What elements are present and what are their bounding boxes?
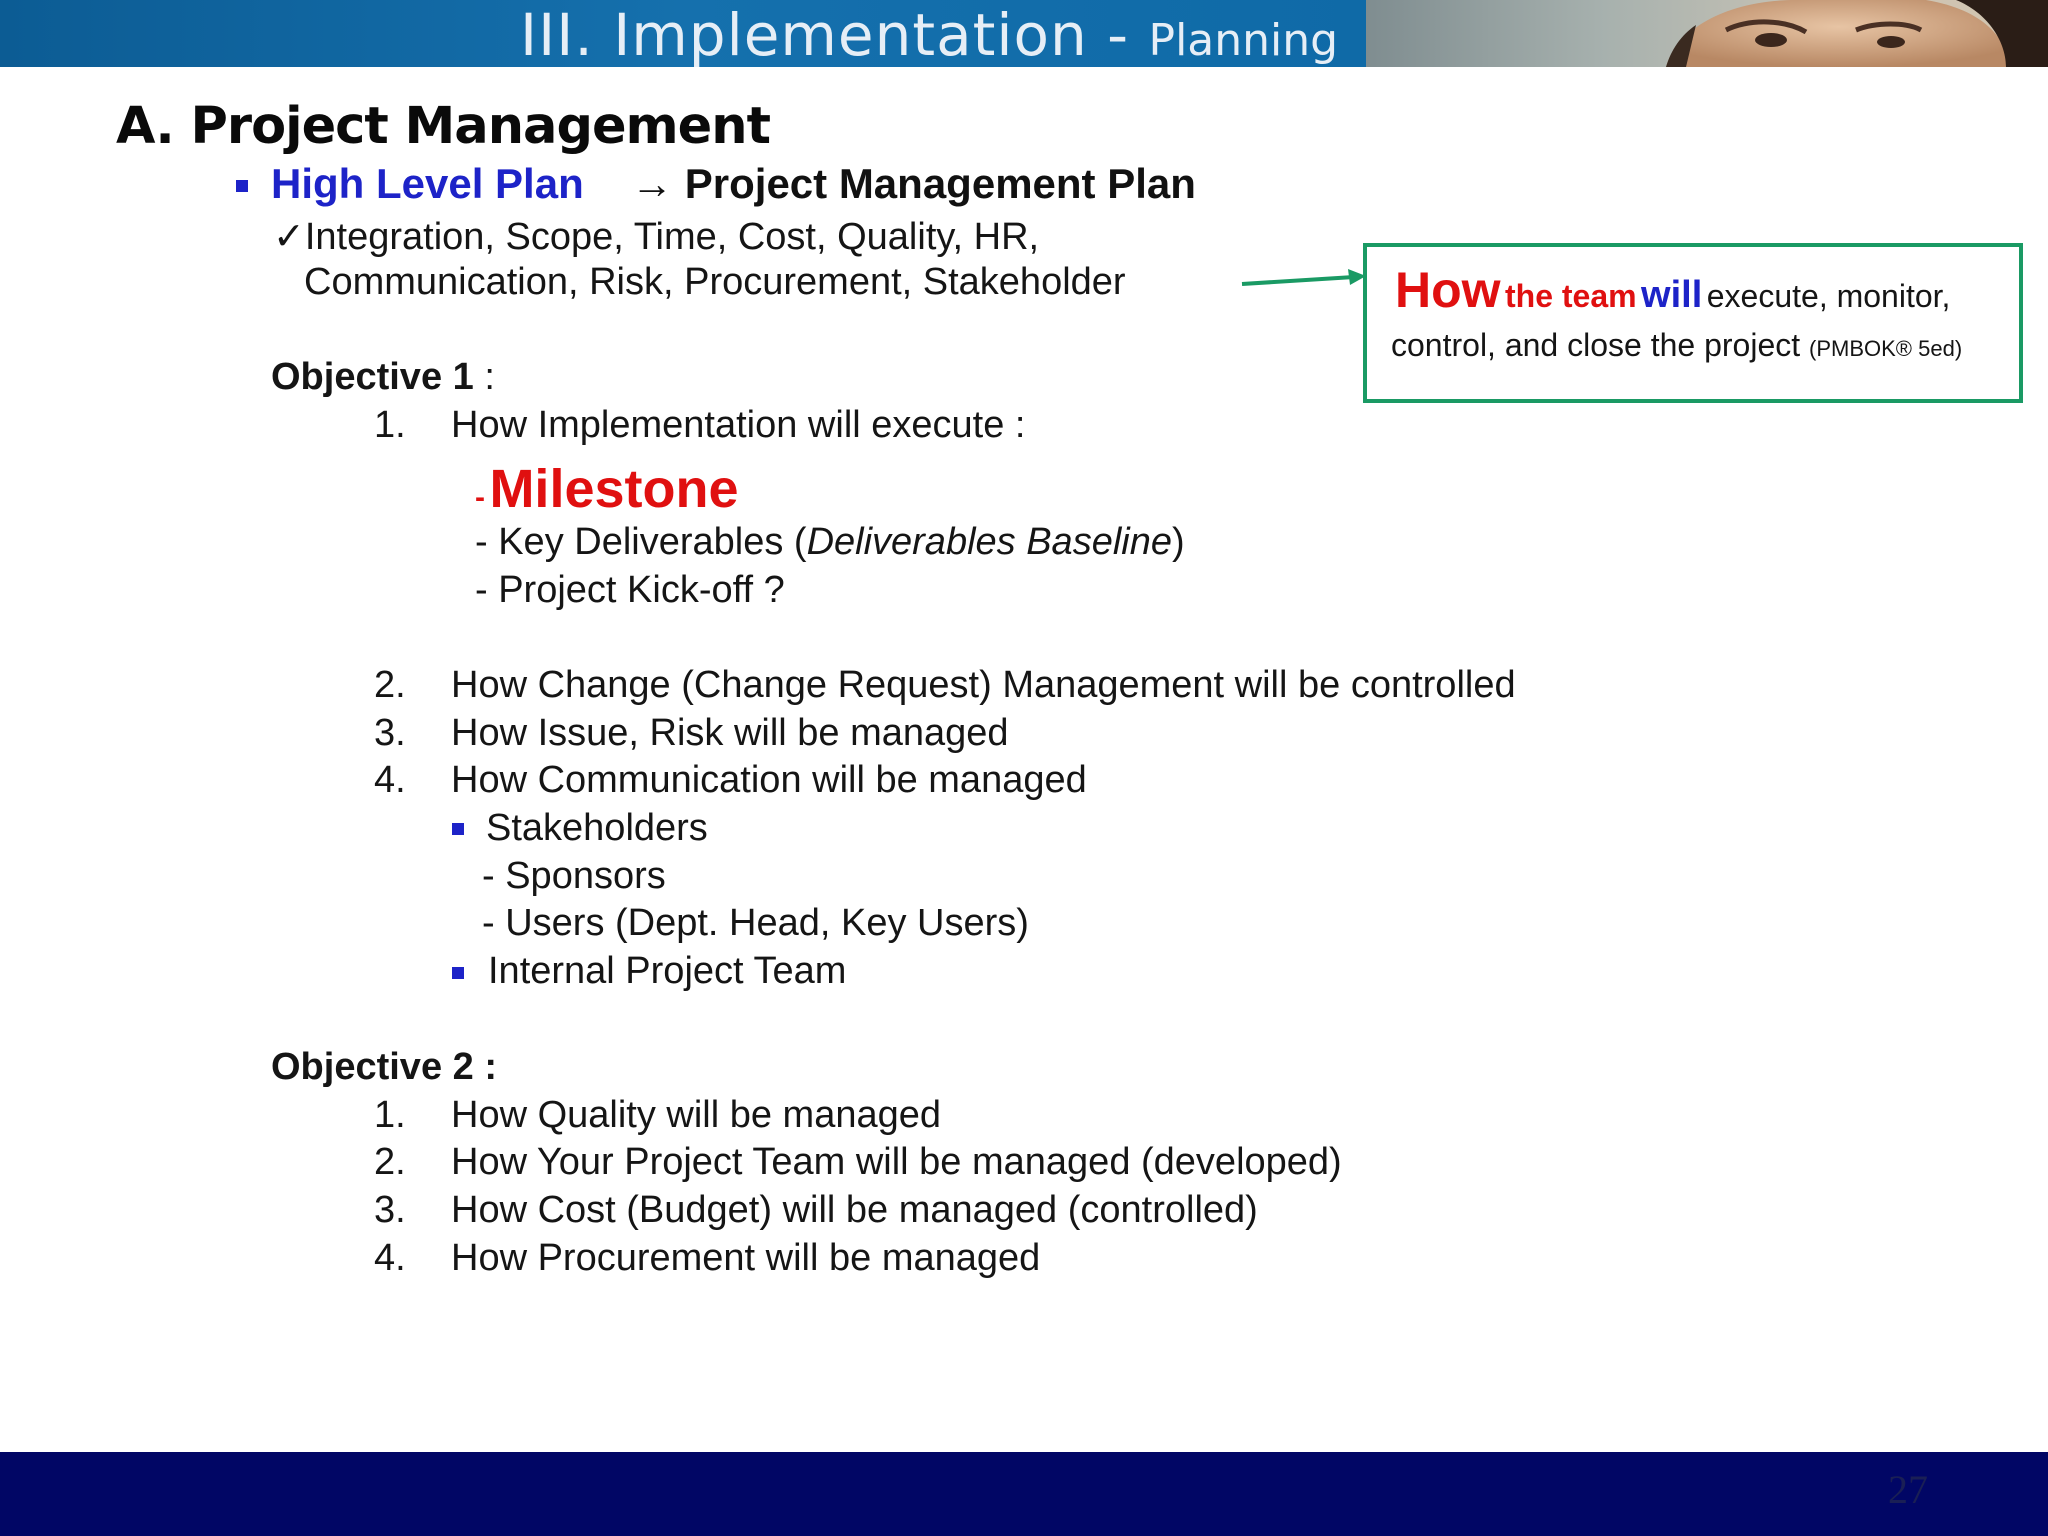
- bullet-square-icon: [452, 967, 464, 979]
- key-deliverables-line: [475, 521, 1185, 564]
- woman-face-photo: [1366, 0, 2048, 67]
- objective-1-heading: [271, 356, 495, 399]
- bullet-square-icon: [236, 180, 248, 192]
- callout-rest-1: execute, monitor,: [1706, 278, 1951, 314]
- section-title: A. Project Management: [116, 97, 770, 156]
- milestone-label: Milestone: [489, 459, 739, 519]
- objective-1-item-2-number: 2.: [374, 664, 406, 706]
- footer-bar: [0, 1452, 2048, 1536]
- users-line: - Users (Dept. Head, Key Users): [482, 902, 1029, 944]
- knowledge-areas-text-1: Integration, Scope, Time, Cost, Quality, HR,: [304, 216, 1040, 258]
- key-deliverables-suffix: ): [1171, 521, 1185, 563]
- objective-2-item-2-number: 2.: [374, 1141, 406, 1183]
- callout-will: will: [1641, 274, 1703, 316]
- objective-2-item-1-number: 1.: [374, 1094, 406, 1136]
- objective-1-item-1-text: How Implementation will execute :: [451, 404, 1026, 446]
- objective-2-item-3-number: 3.: [374, 1189, 406, 1231]
- plan-line: [271, 160, 1196, 208]
- arrow-right-icon: →: [631, 160, 674, 207]
- objective-1-item-3-text: How Issue, Risk will be managed: [451, 712, 1009, 754]
- slide-title: [520, 2, 1338, 68]
- callout-line-1: [1395, 261, 1950, 319]
- objective-2-item-1-text: How Quality will be managed: [451, 1094, 942, 1136]
- milestone-dash: -: [475, 481, 485, 514]
- callout-line-2: [1391, 327, 1962, 364]
- slide-title-sub: Planning: [1148, 15, 1339, 66]
- callout-text-2: control, and close the project: [1391, 327, 1801, 363]
- callout-source: (PMBOK® 5ed): [1809, 336, 1963, 361]
- objective-1-item-4-text: How Communication will be managed: [451, 759, 1087, 801]
- high-level-plan-label: High Level Plan: [271, 160, 584, 207]
- objective-2-item-4-text: How Procurement will be managed: [451, 1237, 1041, 1279]
- bullet-square-icon: [452, 823, 464, 835]
- project-management-plan-label: Project Management Plan: [684, 160, 1196, 207]
- checkmark-icon: ✓: [273, 216, 305, 258]
- objective-2-item-4-number: 4.: [374, 1237, 406, 1279]
- project-kickoff-line: - Project Kick-off ?: [475, 569, 785, 611]
- callout-the-team: the team: [1505, 278, 1637, 314]
- knowledge-areas-line-2: Communication, Risk, Procurement, Stakeholder: [304, 261, 1126, 303]
- internal-project-team-label: Internal Project Team: [488, 950, 847, 992]
- objective-1-item-1-number: 1.: [374, 404, 406, 446]
- deliverables-baseline: Deliverables Baseline: [806, 521, 1172, 563]
- objective-1-label: Objective 1: [271, 356, 474, 398]
- objective-2-item-3-text: How Cost (Budget) will be managed (controlled): [451, 1189, 1258, 1231]
- objective-1-item-3-number: 3.: [374, 712, 406, 754]
- objective-1-item-2-text: How Change (Change Request) Management will be controlled: [451, 664, 1516, 706]
- knowledge-areas-line-1: [273, 214, 1039, 259]
- objective-1-colon: :: [473, 356, 495, 398]
- objective-1-item-4-number: 4.: [374, 759, 406, 801]
- objective-2-heading: Objective 2 :: [271, 1046, 497, 1088]
- milestone-line: [475, 458, 739, 520]
- sponsors-line: - Sponsors: [482, 855, 666, 897]
- objective-2-item-2-text: How Your Project Team will be managed (developed): [451, 1141, 1342, 1183]
- callout-arrow-icon: [1238, 262, 1368, 292]
- slide-title-main: III. Implementation -: [520, 1, 1149, 69]
- callout-how: How: [1395, 262, 1501, 318]
- key-deliverables-prefix: - Key Deliverables (: [475, 521, 807, 563]
- header-photo: [1366, 0, 2048, 67]
- page-number: 27: [1888, 1467, 1928, 1512]
- stakeholders-label: Stakeholders: [486, 807, 708, 849]
- pmbok-definition-callout: [1363, 243, 2023, 403]
